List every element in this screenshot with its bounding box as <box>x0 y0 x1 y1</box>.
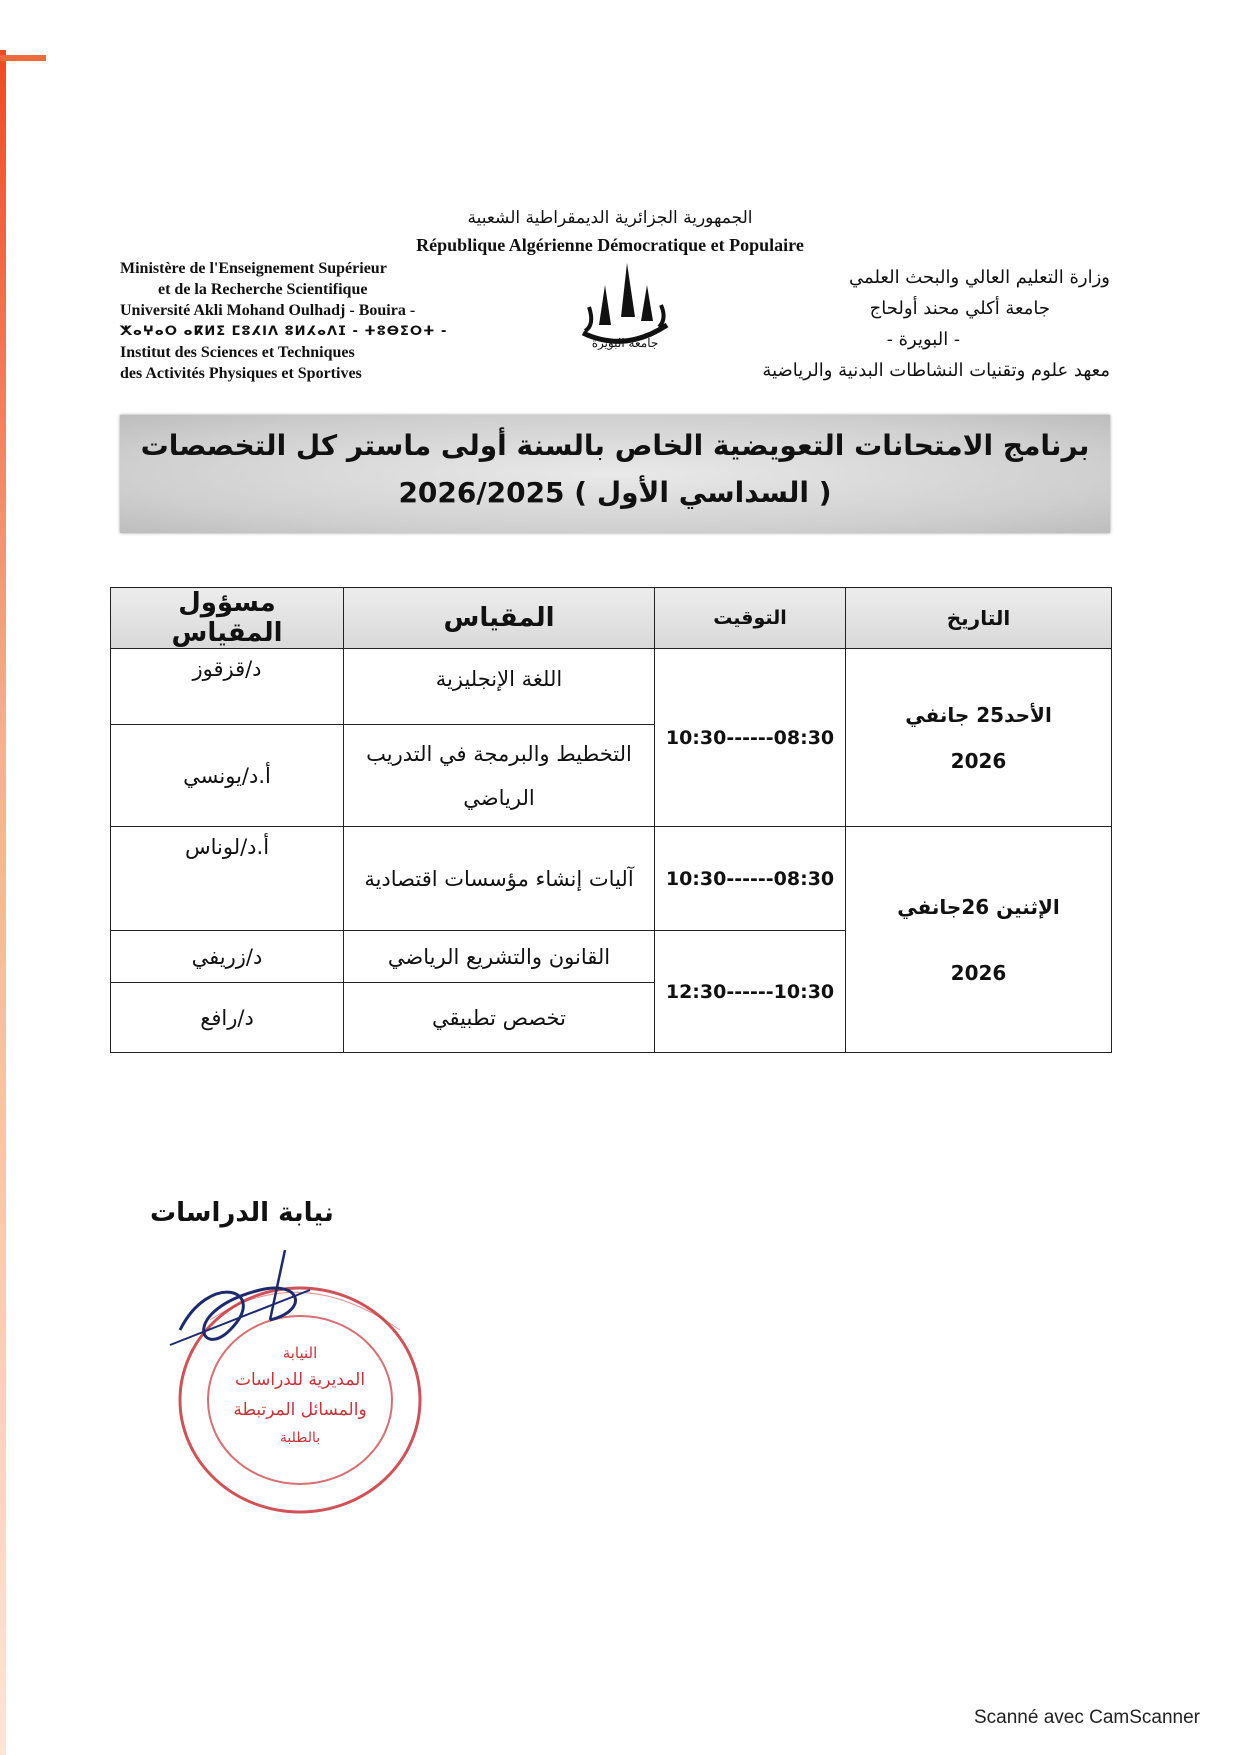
responsible-cell: د/زريفي <box>111 931 344 983</box>
time-cell: 10:30------08:30 <box>655 649 846 827</box>
institute-line-1: Institut des Sciences et Techniques <box>120 344 355 361</box>
date-cell <box>846 827 1112 1053</box>
header-module: المقياس <box>344 588 655 649</box>
date-year: 2026 <box>950 960 1007 985</box>
republic-arabic: الجمهورية الجزائرية الديمقراطية الشعبية <box>467 208 753 228</box>
header-date: التاريخ <box>846 588 1112 649</box>
date-day: الإثنين 26جانفي <box>897 894 1060 919</box>
official-stamp-icon <box>150 1250 430 1520</box>
university-arabic: جامعة أكلي محند أولحاج <box>869 298 1050 319</box>
university-line: Université Akli Mohand Oulhadj - Bouira - <box>120 302 416 319</box>
scan-edge-mark-top <box>0 55 46 61</box>
svg-text:المديرية للدراسات: المديرية للدراسات <box>234 1370 366 1390</box>
date-cell <box>846 649 1112 827</box>
module-cell: تخصص تطبيقي <box>344 983 655 1053</box>
time-cell: 12:30------10:30 <box>655 931 846 1053</box>
responsible-cell: أ.د/يونسي <box>111 725 344 827</box>
table-row <box>111 827 1112 931</box>
ministry-line-2: et de la Recherche Scientifique <box>158 281 368 298</box>
ministry-arabic: وزارة التعليم العالي والبحث العلمي <box>849 267 1110 288</box>
header-left-french <box>120 258 520 384</box>
svg-text:النيابة: النيابة <box>282 1344 318 1362</box>
module-cell: القانون والتشريع الرياضي <box>344 931 655 983</box>
responsible-cell: أ.د/لوناس <box>111 827 344 931</box>
svg-text:بالطلبة: بالطلبة <box>279 1430 321 1446</box>
module-cell: التخطيط والبرمجة في التدريب الرياضي <box>344 725 655 827</box>
svg-text:والمسائل المرتبطة: والمسائل المرتبطة <box>233 1400 367 1420</box>
responsible-cell: د/رافع <box>111 983 344 1053</box>
table-row <box>111 649 1112 725</box>
date-day: الأحد25 جانفي <box>905 702 1052 727</box>
document-title-box <box>120 415 1110 533</box>
date-year: 2026 <box>950 748 1007 773</box>
scanner-footer: Scanné avec CamScanner <box>973 1707 1200 1728</box>
module-cell: آليات إنشاء مؤسسات اقتصادية <box>344 827 655 931</box>
republic-french: République Algérienne Démocratique et Populaire <box>416 235 804 255</box>
time-cell: 10:30------08:30 <box>655 827 846 931</box>
responsible-cell: د/قزقوز <box>111 649 344 725</box>
signature-title: نيابة الدراسات <box>150 1198 334 1228</box>
exam-schedule-table <box>110 587 1112 1053</box>
logo-caption: جامعة البويرة <box>591 336 659 350</box>
header-time: التوقيت <box>655 588 846 649</box>
university-tifinagh-line: ⵅⴰⵖⴰⵔ ⴰⴽⵍⵉ ⵎⵓⵃⵏⴷ ⵓⵍⵃⴰⴷⵊ - ⵜⵓⴱⵉⵔⵜ - <box>120 324 448 339</box>
institute-arabic: معهد علوم وتقنيات النشاطات البدنية والرياضية <box>762 360 1110 381</box>
scan-edge-mark <box>0 50 6 1755</box>
document-subtitle: ( السداسي الأول ) 2026/2025 <box>398 476 832 509</box>
document-title: برنامج الامتحانات التعويضية الخاص بالسنة أولى ماستر كل التخصصات <box>140 429 1090 462</box>
table-header-row <box>111 588 1112 649</box>
institute-line-2: des Activités Physiques et Sportives <box>120 365 362 382</box>
city-arabic: - البويرة - <box>886 329 960 350</box>
header-responsible: مسؤول المقياس <box>111 588 344 649</box>
module-cell: اللغة الإنجليزية <box>344 649 655 725</box>
header-right-arabic <box>690 262 1110 386</box>
ministry-line-1: Ministère de l'Enseignement Supérieur <box>120 260 387 277</box>
